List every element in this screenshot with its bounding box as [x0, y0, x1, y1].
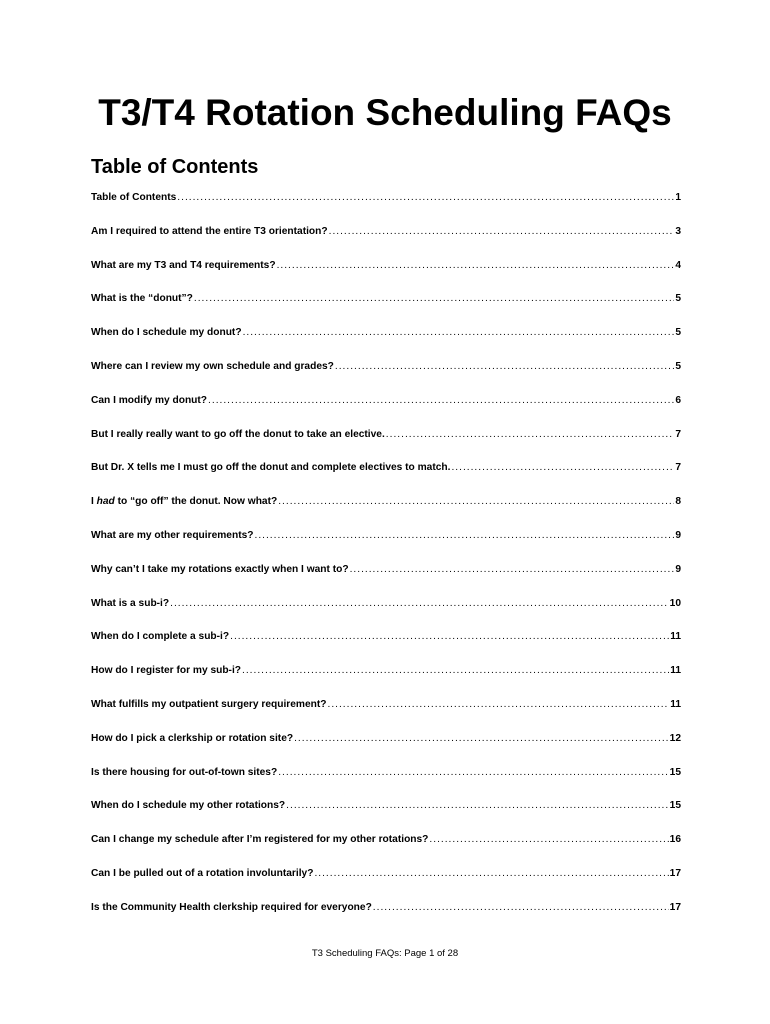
toc-page-number: 3	[675, 225, 681, 237]
toc-entry-text: But Dr. X tells me I must go off the donut and complete electives to match.	[91, 462, 451, 474]
toc-entry-text-end: to “go off” the donut. Now what?	[114, 496, 278, 508]
toc-entry[interactable]	[91, 800, 681, 834]
toc-entry-text-emphasis: had	[96, 496, 115, 508]
toc-entry-text: Why can’t I take my rotations exactly when I want to?	[91, 563, 349, 575]
toc-page-number: 1	[675, 192, 681, 203]
document-title: T3/T4 Rotation Scheduling FAQs	[98, 92, 672, 133]
toc-dot-leader	[327, 699, 669, 710]
toc-dot-leader	[254, 530, 674, 541]
toc-entry[interactable]	[91, 260, 681, 294]
toc-page-number: 11	[670, 631, 681, 643]
toc-entry-text: What are my T3 and T4 requirements?	[91, 259, 276, 271]
toc-page-number: 11	[670, 698, 681, 710]
toc-entry[interactable]	[91, 429, 681, 463]
toc-entry-text-start: I	[91, 496, 97, 508]
toc-entry[interactable]	[91, 699, 681, 733]
toc-page-number: 15	[669, 800, 681, 812]
toc-entry-text	[91, 496, 277, 507]
toc-entry-text: What fulfills my outpatient surgery requirement?	[91, 698, 327, 710]
table-of-contents	[91, 192, 681, 936]
toc-entry-text: When do I schedule my other rotations?	[91, 800, 286, 812]
toc-entry[interactable]	[91, 767, 681, 801]
toc-page-number: 9	[675, 563, 681, 575]
toc-dot-leader	[170, 598, 669, 609]
toc-entry-text: Am I required to attend the entire T3 orientation?	[91, 225, 328, 237]
toc-entry[interactable]	[91, 564, 681, 598]
toc-dot-leader	[278, 496, 674, 507]
toc-page-number: 16	[669, 834, 681, 846]
toc-dot-leader	[278, 767, 668, 778]
toc-page-number: 12	[669, 732, 681, 744]
toc-page-number: 17	[669, 867, 681, 879]
toc-entry-text: Can I change my schedule after I’m registered for my other rotations?	[91, 834, 429, 846]
toc-dot-leader	[386, 429, 675, 440]
toc-entry[interactable]	[91, 361, 681, 395]
toc-entry[interactable]	[91, 293, 681, 327]
toc-page-number: 5	[675, 360, 681, 372]
toc-dot-leader	[335, 361, 674, 372]
toc-entry[interactable]	[91, 530, 681, 564]
page-footer: T3 Scheduling FAQs: Page 1 of 28	[311, 948, 459, 959]
toc-page-number: 10	[669, 597, 681, 609]
toc-entry[interactable]	[91, 395, 681, 429]
toc-entry[interactable]	[91, 327, 681, 361]
toc-entry[interactable]	[91, 902, 681, 936]
toc-entry-text: What are my other requirements?	[91, 529, 254, 541]
toc-entry[interactable]	[91, 665, 681, 699]
toc-entry-text: What is the “donut”?	[91, 293, 193, 305]
toc-dot-leader	[294, 733, 669, 744]
toc-dot-leader	[230, 631, 669, 642]
toc-dot-leader	[286, 800, 669, 811]
toc-entry-text: When do I schedule my donut?	[91, 327, 242, 339]
toc-entry-text: But I really really want to go off the donut to take an elective.	[91, 428, 385, 440]
toc-dot-leader	[451, 462, 674, 473]
toc-entry-text: How do I pick a clerkship or rotation site?	[91, 732, 294, 744]
toc-page-number: 15	[669, 766, 681, 778]
toc-page-number: 17	[669, 901, 681, 913]
toc-page-number: 9	[675, 529, 681, 541]
toc-dot-leader	[194, 293, 674, 304]
toc-page-number: 7	[675, 462, 681, 474]
toc-dot-leader	[177, 192, 674, 203]
toc-page-number: 11	[670, 665, 681, 677]
toc-page-number: 6	[675, 394, 681, 406]
toc-page-number: 4	[675, 259, 681, 271]
toc-entry-text: Table of Contents	[91, 192, 177, 203]
toc-dot-leader	[329, 226, 675, 237]
toc-dot-leader	[242, 665, 669, 676]
toc-entry[interactable]	[91, 631, 681, 665]
toc-entry[interactable]	[91, 192, 681, 226]
toc-page-number: 8	[675, 496, 681, 508]
toc-dot-leader	[277, 260, 675, 271]
toc-page-number: 5	[675, 293, 681, 305]
toc-entry-text: Is the Community Health clerkship required for everyone?	[91, 901, 372, 913]
toc-entry-text: Can I be pulled out of a rotation involuntarily?	[91, 867, 314, 879]
toc-entry[interactable]	[91, 226, 681, 260]
toc-entry-text: When do I complete a sub-i?	[91, 631, 230, 643]
toc-entry[interactable]	[91, 868, 681, 902]
toc-page-number: 7	[675, 428, 681, 440]
toc-dot-leader	[208, 395, 674, 406]
toc-entry-text: What is a sub-i?	[91, 597, 170, 609]
toc-dot-leader	[373, 902, 669, 913]
toc-entry[interactable]	[91, 496, 681, 530]
toc-dot-leader	[314, 868, 668, 879]
toc-entry-text: How do I register for my sub-i?	[91, 665, 241, 677]
toc-entry-text: Is there housing for out-of-town sites?	[91, 766, 278, 778]
toc-entry[interactable]	[91, 598, 681, 632]
toc-entry[interactable]	[91, 834, 681, 868]
toc-dot-leader	[429, 834, 668, 845]
toc-dot-leader	[350, 564, 675, 575]
toc-entry[interactable]	[91, 733, 681, 767]
toc-page-number: 5	[675, 327, 681, 339]
toc-heading: Table of Contents	[91, 156, 259, 178]
toc-entry-text: Where can I review my own schedule and grades?	[91, 360, 334, 372]
toc-entry-text: Can I modify my donut?	[91, 394, 208, 406]
toc-dot-leader	[243, 327, 675, 338]
toc-entry[interactable]	[91, 462, 681, 496]
